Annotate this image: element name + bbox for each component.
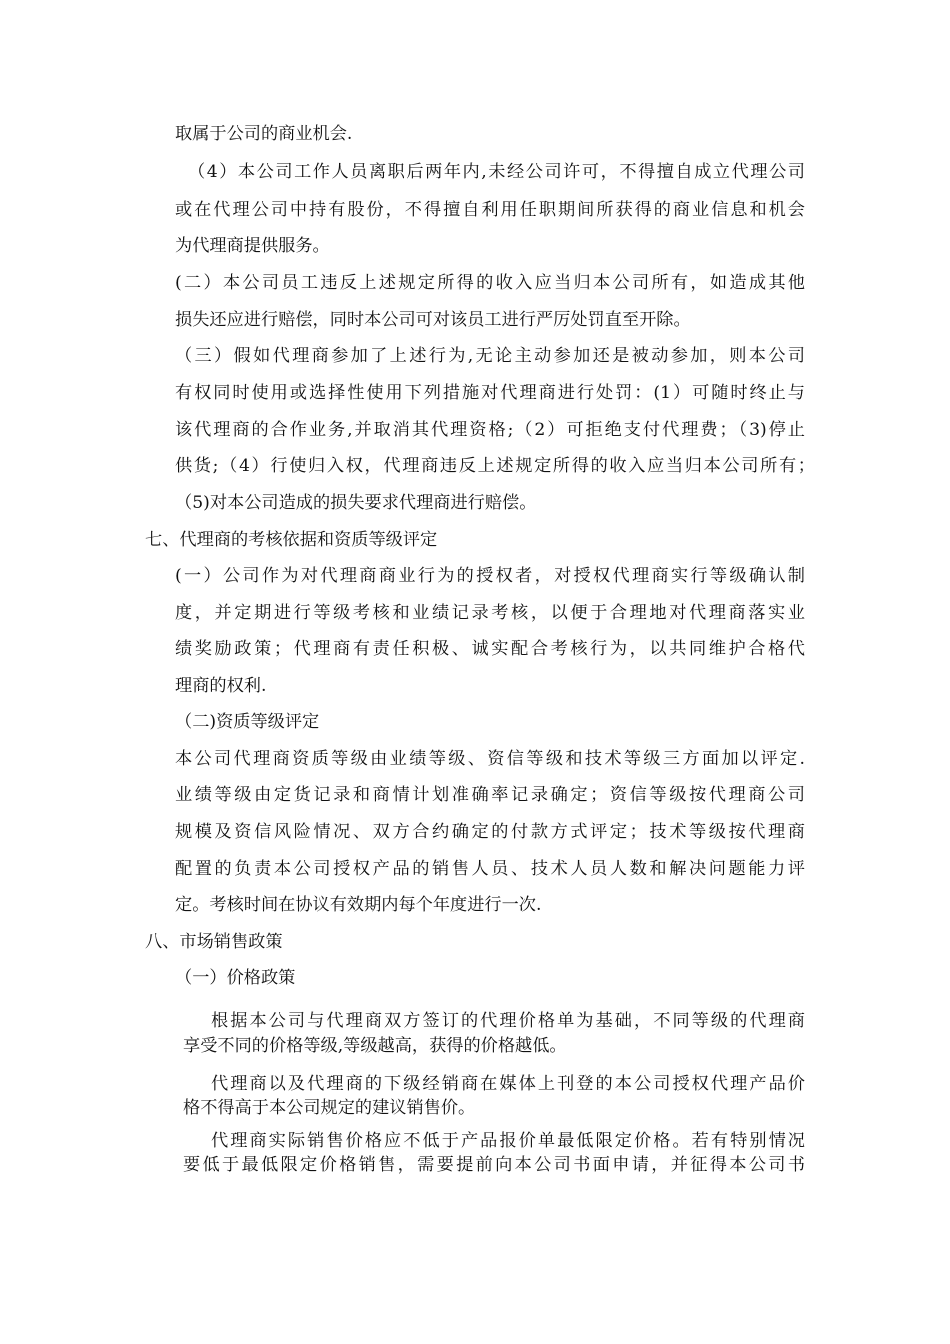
paragraph-line: （三）假如代理商参加了上述行为,无论主动参加还是被动参加，则本公司 — [175, 346, 805, 366]
paragraph-line: 定。考核时间在协议有效期内每个年度进行一次. — [175, 895, 542, 915]
paragraph-line: 绩奖励政策；代理商有责任积极、诚实配合考核行为，以共同维护合格代 — [175, 639, 805, 659]
paragraph-line: 代理商实际销售价格应不低于产品报价单最低限定价格。若有特别情况 — [211, 1131, 805, 1151]
paragraph-line: 格不得高于本公司规定的建议销售价。 — [183, 1098, 476, 1118]
paragraph-line: 理商的权利. — [175, 676, 267, 696]
subsection-heading: （一）价格政策 — [175, 968, 296, 988]
subsection-heading: （二)资质等级评定 — [175, 712, 320, 732]
paragraph-line: （5)对本公司造成的损失要求代理商进行赔偿。 — [175, 493, 537, 513]
paragraph-line: 享受不同的价格等级,等级越高，获得的价格越低。 — [183, 1036, 567, 1056]
paragraph-line: 供货;（4）行使归入权，代理商违反上述规定所得的收入应当归本公司所有； — [175, 456, 815, 476]
paragraph-line: 规模及资信风险情况、双方合约确定的付款方式评定；技术等级按代理商 — [175, 822, 805, 842]
paragraph-line: 本公司代理商资质等级由业绩等级、资信等级和技术等级三方面加以评定. — [175, 749, 805, 769]
paragraph-line: 代理商以及代理商的下级经销商在媒体上刊登的本公司授权代理产品价 — [211, 1074, 805, 1094]
paragraph-line: 业绩等级由定货记录和商情计划准确率记录确定；资信等级按代理商公司 — [175, 785, 805, 805]
paragraph-line: 要低于最低限定价格销售，需要提前向本公司书面申请，并征得本公司书 — [183, 1155, 805, 1175]
paragraph-line: 根据本公司与代理商双方签订的代理价格单为基础，不同等级的代理商 — [211, 1011, 805, 1031]
paragraph-line: (二）本公司员工违反上述规定所得的收入应当归本公司所有，如造成其他 — [175, 273, 805, 293]
paragraph-line: 取属于公司的商业机会. — [175, 124, 353, 144]
section-heading: 八、市场销售政策 — [145, 932, 283, 952]
section-heading: 七、代理商的考核依据和资质等级评定 — [145, 530, 438, 550]
paragraph-line: 该代理商的合作业务,并取消其代理资格;（2）可拒绝支付代理费；（3)停止 — [175, 420, 805, 440]
paragraph-line: 为代理商提供服务。 — [175, 236, 330, 256]
paragraph-line: 配置的负责本公司授权产品的销售人员、技术人员人数和解决问题能力评 — [175, 859, 805, 879]
paragraph-line: 损失还应进行赔偿，同时本公司可对该员工进行严厉处罚直至开除。 — [175, 310, 691, 330]
paragraph-line: 度，并定期进行等级考核和业绩记录考核，以便于合理地对代理商落实业 — [175, 603, 805, 623]
paragraph-line: 或在代理公司中持有股份，不得擅自利用任职期间所获得的商业信息和机会 — [175, 200, 805, 220]
paragraph-line: 有权同时使用或选择性使用下列措施对代理商进行处罚：(1）可随时终止与 — [175, 383, 805, 403]
paragraph-line: (一）公司作为对代理商商业行为的授权者，对授权代理商实行等级确认制 — [175, 566, 805, 586]
paragraph-line: （4）本公司工作人员离职后两年内,未经公司许可，不得擅自成立代理公司 — [188, 162, 805, 182]
